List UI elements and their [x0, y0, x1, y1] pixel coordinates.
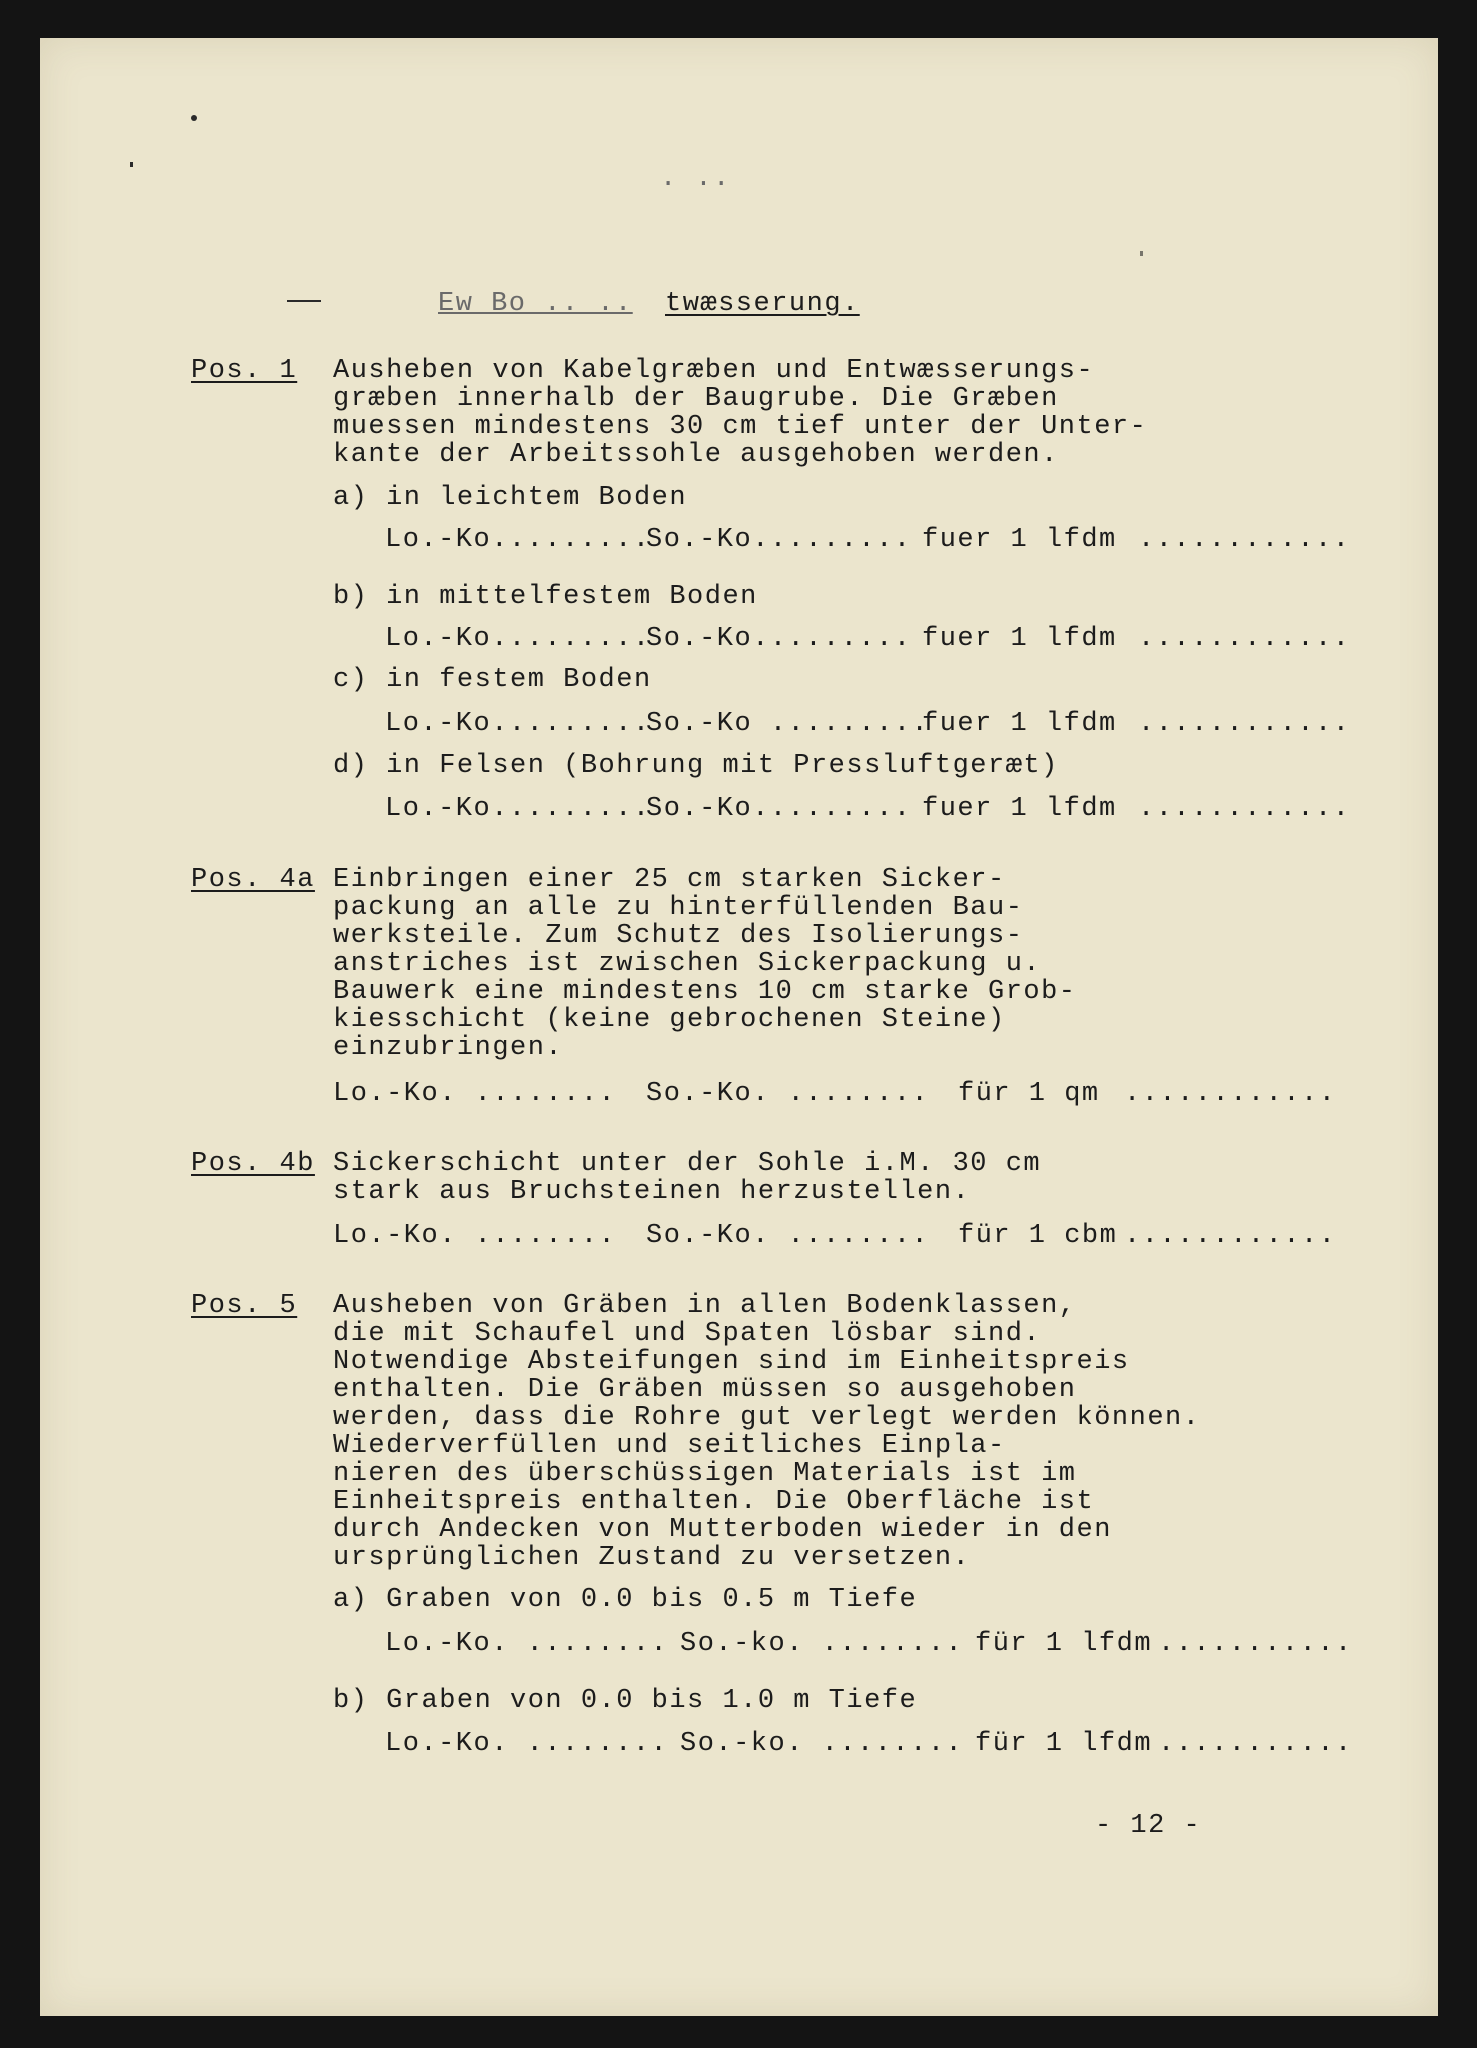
- ink-speck: [191, 115, 197, 121]
- lo-ko: Lo.-Ko. ........: [333, 1221, 617, 1251]
- lo-ko: Lo.-Ko.........: [385, 709, 651, 739]
- description-line: Sickerschicht unter der Sohle i.M. 30 cm: [333, 1149, 1042, 1179]
- unit: für 1 qm: [958, 1079, 1100, 1109]
- lo-ko: Lo.-Ko. ........: [385, 1629, 669, 1659]
- pos-label: Pos. 5: [191, 1291, 298, 1321]
- unit: fuer 1 lfdm: [922, 525, 1117, 555]
- description-line: anstriches ist zwischen Sickerpackung u.: [333, 949, 1042, 979]
- ink-speck: [1140, 251, 1143, 256]
- description-line: nieren des überschüssigen Materials ist im: [333, 1459, 1077, 1489]
- pos-label: Pos. 4b: [191, 1149, 315, 1179]
- unit: fuer 1 lfdm: [922, 794, 1117, 824]
- pos-description: [333, 866, 1133, 1062]
- description-line: muessen mindestens 30 cm tief unter der Unter-: [333, 412, 1148, 442]
- unit: fuer 1 lfdm: [922, 624, 1117, 654]
- so-ko: So.-ko. ........: [680, 1729, 964, 1759]
- pos-description: [333, 356, 1148, 470]
- description-line: packung an alle zu hinterfüllenden Bau-: [333, 893, 1024, 923]
- description-line: græben innerhalb der Baugrube. Die Græben: [333, 384, 1059, 414]
- unit: für 1 cbm: [958, 1221, 1118, 1251]
- description-line: Einheitspreis enthalten. Die Oberfläche ist: [333, 1487, 1095, 1517]
- price-fill: ............: [1138, 525, 1351, 555]
- description-line: einzubringen.: [333, 1033, 564, 1063]
- description-line: ursprünglichen Zustand zu versetzen.: [333, 1543, 971, 1573]
- lo-ko: Lo.-Ko. ........: [385, 1729, 669, 1759]
- description-line: Bauwerk eine mindestens 10 cm starke Grob-: [333, 977, 1077, 1007]
- description-line: Ausheben von Kabelgræben und Entwæsserungs-: [333, 356, 1095, 386]
- description-line: kante der Arbeitssohle ausgehoben werden.: [333, 440, 1059, 470]
- subitem-heading: b) Graben von 0.0 bis 1.0 m Tiefe: [333, 1686, 918, 1716]
- pos-description: [333, 1291, 1201, 1573]
- lo-ko: Lo.-Ko.........: [385, 794, 651, 824]
- top-fragment: . ..: [660, 164, 731, 194]
- so-ko: So.-Ko.........: [646, 525, 912, 555]
- unit: für 1 lfdm: [975, 1729, 1153, 1759]
- unit: für 1 lfdm: [975, 1629, 1153, 1659]
- description-line: Ausheben von Gräben in allen Bodenklassen,: [333, 1291, 1077, 1321]
- section-title: twæsserung.: [665, 289, 860, 319]
- pos-label: Pos. 4a: [191, 865, 315, 895]
- so-ko: So.-Ko. ........: [646, 1079, 930, 1109]
- pos-description: [333, 1150, 1133, 1206]
- description-line: werksteile. Zum Schutz des Isolierungs-: [333, 921, 1024, 951]
- lo-ko: Lo.-Ko.........: [385, 525, 651, 555]
- pos-label: Pos. 1: [191, 356, 298, 386]
- price-fill: ............: [1138, 794, 1351, 824]
- description-line: stark aus Bruchsteinen herzustellen.: [333, 1177, 971, 1207]
- price-fill: ............: [1138, 624, 1351, 654]
- so-ko: So.-ko. ........: [680, 1629, 964, 1659]
- price-fill: ...........: [1158, 1729, 1353, 1759]
- subitem-heading: a) in leichtem Boden: [333, 483, 688, 513]
- ink-speck: [130, 162, 133, 167]
- price-fill: ...........: [1158, 1629, 1353, 1659]
- description-line: Einbringen einer 25 cm starken Sicker-: [333, 865, 1006, 895]
- unit: fuer 1 lfdm: [922, 709, 1117, 739]
- price-fill: ............: [1124, 1221, 1337, 1251]
- subitem-heading: a) Graben von 0.0 bis 0.5 m Tiefe: [333, 1585, 918, 1615]
- so-ko: So.-Ko .........: [646, 709, 930, 739]
- price-fill: ............: [1138, 709, 1351, 739]
- subitem-heading: c) in festem Boden: [333, 665, 652, 695]
- subitem-heading: b) in mittelfestem Boden: [333, 582, 758, 612]
- description-line: Wiederverfüllen und seitliches Einpla-: [333, 1431, 1006, 1461]
- margin-dash: [287, 300, 321, 302]
- title-fragment: Ew Bo .. ..: [438, 289, 633, 319]
- so-ko: So.-Ko.........: [646, 794, 912, 824]
- description-line: Notwendige Absteifungen sind im Einheitspreis: [333, 1347, 1130, 1377]
- subitem-heading: d) in Felsen (Bohrung mit Pressluftgeræt): [333, 751, 1059, 781]
- lo-ko: Lo.-Ko.........: [385, 624, 651, 654]
- description-line: kiesschicht (keine gebrochenen Steine): [333, 1005, 1006, 1035]
- description-line: werden, dass die Rohre gut verlegt werden können.: [333, 1403, 1201, 1433]
- lo-ko: Lo.-Ko. ........: [333, 1079, 617, 1109]
- description-line: durch Andecken von Mutterboden wieder in den: [333, 1515, 1112, 1545]
- so-ko: So.-Ko. ........: [646, 1221, 930, 1251]
- description-line: die mit Schaufel und Spaten lösbar sind.: [333, 1319, 1042, 1349]
- so-ko: So.-Ko.........: [646, 624, 912, 654]
- description-line: enthalten. Die Gräben müssen so ausgehoben: [333, 1375, 1077, 1405]
- page-number: - 12 -: [1095, 1811, 1202, 1841]
- price-fill: ............: [1124, 1079, 1337, 1109]
